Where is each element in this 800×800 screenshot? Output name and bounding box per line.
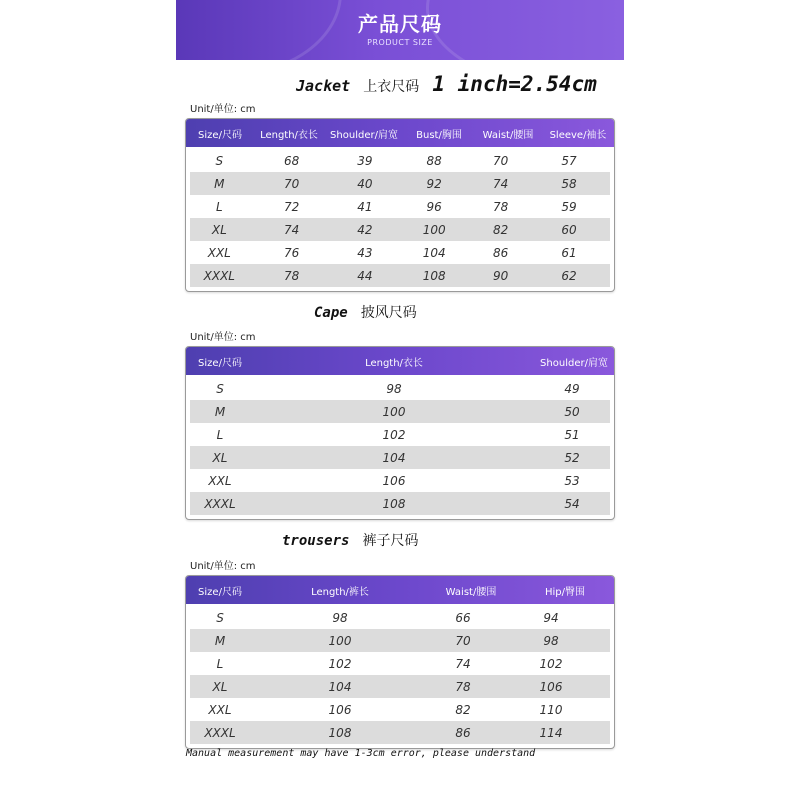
size-cell: XXXL	[204, 725, 236, 740]
banner-title: 产品尺码	[358, 12, 442, 36]
value-cell: 40	[357, 176, 373, 191]
table-row	[190, 218, 610, 241]
value-cell: 49	[564, 381, 580, 396]
value-cell: 39	[357, 153, 373, 168]
cape-heading	[314, 302, 417, 322]
value-cell: 59	[561, 199, 577, 214]
value-cell: 110	[539, 702, 563, 717]
trousers-heading-zh: 裤子尺码	[362, 533, 419, 549]
value-cell: 74	[283, 222, 300, 237]
header-cell: Waist/腰围	[445, 586, 497, 598]
value-cell: 106	[328, 702, 352, 717]
table-row	[190, 652, 610, 675]
size-cell: XXXL	[204, 496, 236, 511]
table-row	[190, 423, 610, 446]
jacket-heading-en: Jacket	[296, 77, 351, 95]
value-cell: 74	[492, 176, 509, 191]
header-cell: Waist/腰围	[482, 129, 534, 141]
header-cell: Length/衣长	[365, 357, 423, 369]
size-cell: XL	[211, 222, 227, 237]
jacket-heading-zh: 上衣尺码	[363, 79, 420, 95]
jacket-heading	[296, 72, 597, 96]
header-cell: Size/尺码	[198, 129, 242, 141]
value-cell: 88	[426, 153, 442, 168]
header-cell: Hip/臀围	[544, 586, 585, 598]
size-cell: M	[214, 404, 226, 419]
size-cell: XXL	[208, 702, 232, 717]
value-cell: 74	[455, 656, 471, 671]
value-cell: 108	[382, 496, 406, 511]
cape-size-table	[185, 346, 615, 520]
value-cell: 53	[564, 473, 580, 488]
header-cell: Size/尺码	[198, 357, 242, 369]
value-cell: 76	[283, 245, 300, 260]
header-cell: Bust/胸围	[416, 129, 462, 141]
value-cell: 44	[357, 268, 373, 283]
cape-heading-en: Cape	[314, 305, 348, 321]
banner	[176, 0, 624, 60]
size-cell: XL	[212, 679, 228, 694]
value-cell: 62	[561, 268, 577, 283]
value-cell: 100	[382, 404, 406, 419]
table-row	[190, 629, 610, 652]
value-cell: 58	[561, 176, 577, 191]
value-cell: 43	[357, 245, 373, 260]
table-row	[190, 446, 610, 469]
size-cell: XXL	[207, 245, 231, 260]
value-cell: 86	[455, 725, 471, 740]
cape-heading-zh: 披风尺码	[360, 305, 417, 321]
table-header	[186, 576, 614, 604]
value-cell: 106	[382, 473, 406, 488]
size-cell: XXXL	[203, 268, 235, 283]
value-cell: 66	[455, 610, 471, 625]
table-row	[190, 469, 610, 492]
trousers-unit-label: Unit/单位: cm	[190, 561, 256, 572]
jacket-unit-label: Unit/单位: cm	[190, 104, 256, 115]
table-row	[190, 492, 610, 515]
header-cell: Shoulder/肩宽	[330, 129, 398, 141]
value-cell: 86	[492, 245, 509, 260]
value-cell: 108	[328, 725, 352, 740]
value-cell: 68	[283, 153, 300, 168]
header-cell: Length/衣长	[260, 129, 318, 141]
size-cell: S	[216, 381, 224, 396]
value-cell: 102	[539, 656, 563, 671]
size-cell: S	[216, 610, 224, 625]
cape-unit-label: Unit/单位: cm	[190, 332, 256, 343]
size-cell: XL	[212, 450, 228, 465]
value-cell: 98	[386, 381, 402, 396]
value-cell: 100	[422, 222, 446, 237]
value-cell: 61	[561, 245, 577, 260]
jacket-size-table	[185, 118, 615, 292]
table-row	[190, 241, 610, 264]
value-cell: 70	[455, 633, 471, 648]
value-cell: 54	[564, 496, 580, 511]
trousers-heading-en: trousers	[282, 533, 350, 549]
trousers-size-table	[185, 575, 615, 749]
value-cell: 100	[328, 633, 352, 648]
table-row	[190, 377, 610, 400]
banner-subtitle: PRODUCT SIZE	[367, 38, 433, 47]
value-cell: 102	[382, 427, 406, 442]
value-cell: 96	[426, 199, 442, 214]
value-cell: 42	[357, 222, 373, 237]
size-cell: L	[215, 199, 223, 214]
value-cell: 78	[455, 679, 471, 694]
table-row	[190, 721, 610, 744]
size-cell: M	[214, 176, 225, 191]
size-cell: S	[215, 153, 224, 168]
header-cell: Sleeve/袖长	[549, 129, 607, 141]
value-cell: 52	[564, 450, 580, 465]
value-cell: 60	[561, 222, 577, 237]
value-cell: 78	[492, 199, 509, 214]
header-cell: Size/尺码	[198, 586, 242, 598]
inch-conversion-note: 1 inch=2.54cm	[432, 72, 597, 96]
value-cell: 104	[382, 450, 406, 465]
value-cell: 50	[564, 404, 580, 419]
value-cell: 72	[283, 199, 300, 214]
value-cell: 82	[492, 222, 509, 237]
value-cell: 90	[492, 268, 509, 283]
size-cell: L	[216, 427, 224, 442]
table-row	[190, 698, 610, 721]
value-cell: 51	[564, 427, 580, 442]
size-cell: L	[216, 656, 224, 671]
value-cell: 98	[332, 610, 348, 625]
table-row	[190, 606, 610, 629]
size-cell: M	[214, 633, 226, 648]
value-cell: 70	[283, 176, 300, 191]
measurement-disclaimer: Manual measurement may have 1-3cm error, please understand	[186, 748, 536, 759]
value-cell: 94	[543, 610, 559, 625]
value-cell: 57	[561, 153, 577, 168]
table-row	[190, 675, 610, 698]
header-cell: Shoulder/肩宽	[540, 357, 608, 369]
value-cell: 98	[543, 633, 559, 648]
table-row	[190, 400, 610, 423]
value-cell: 104	[328, 679, 352, 694]
value-cell: 78	[283, 268, 300, 283]
value-cell: 108	[422, 268, 446, 283]
table-header	[186, 119, 614, 147]
table-row	[190, 195, 610, 218]
value-cell: 82	[455, 702, 471, 717]
table-row	[190, 149, 610, 172]
value-cell: 104	[422, 245, 446, 260]
table-header	[186, 347, 614, 375]
value-cell: 70	[492, 153, 509, 168]
trousers-heading	[282, 530, 419, 550]
value-cell: 114	[539, 725, 563, 740]
value-cell: 41	[357, 199, 373, 214]
table-row	[190, 264, 610, 287]
table-row	[190, 172, 610, 195]
value-cell: 92	[426, 176, 442, 191]
header-cell: Length/裤长	[311, 586, 369, 598]
value-cell: 106	[539, 679, 563, 694]
value-cell: 102	[328, 656, 352, 671]
size-cell: XXL	[208, 473, 232, 488]
